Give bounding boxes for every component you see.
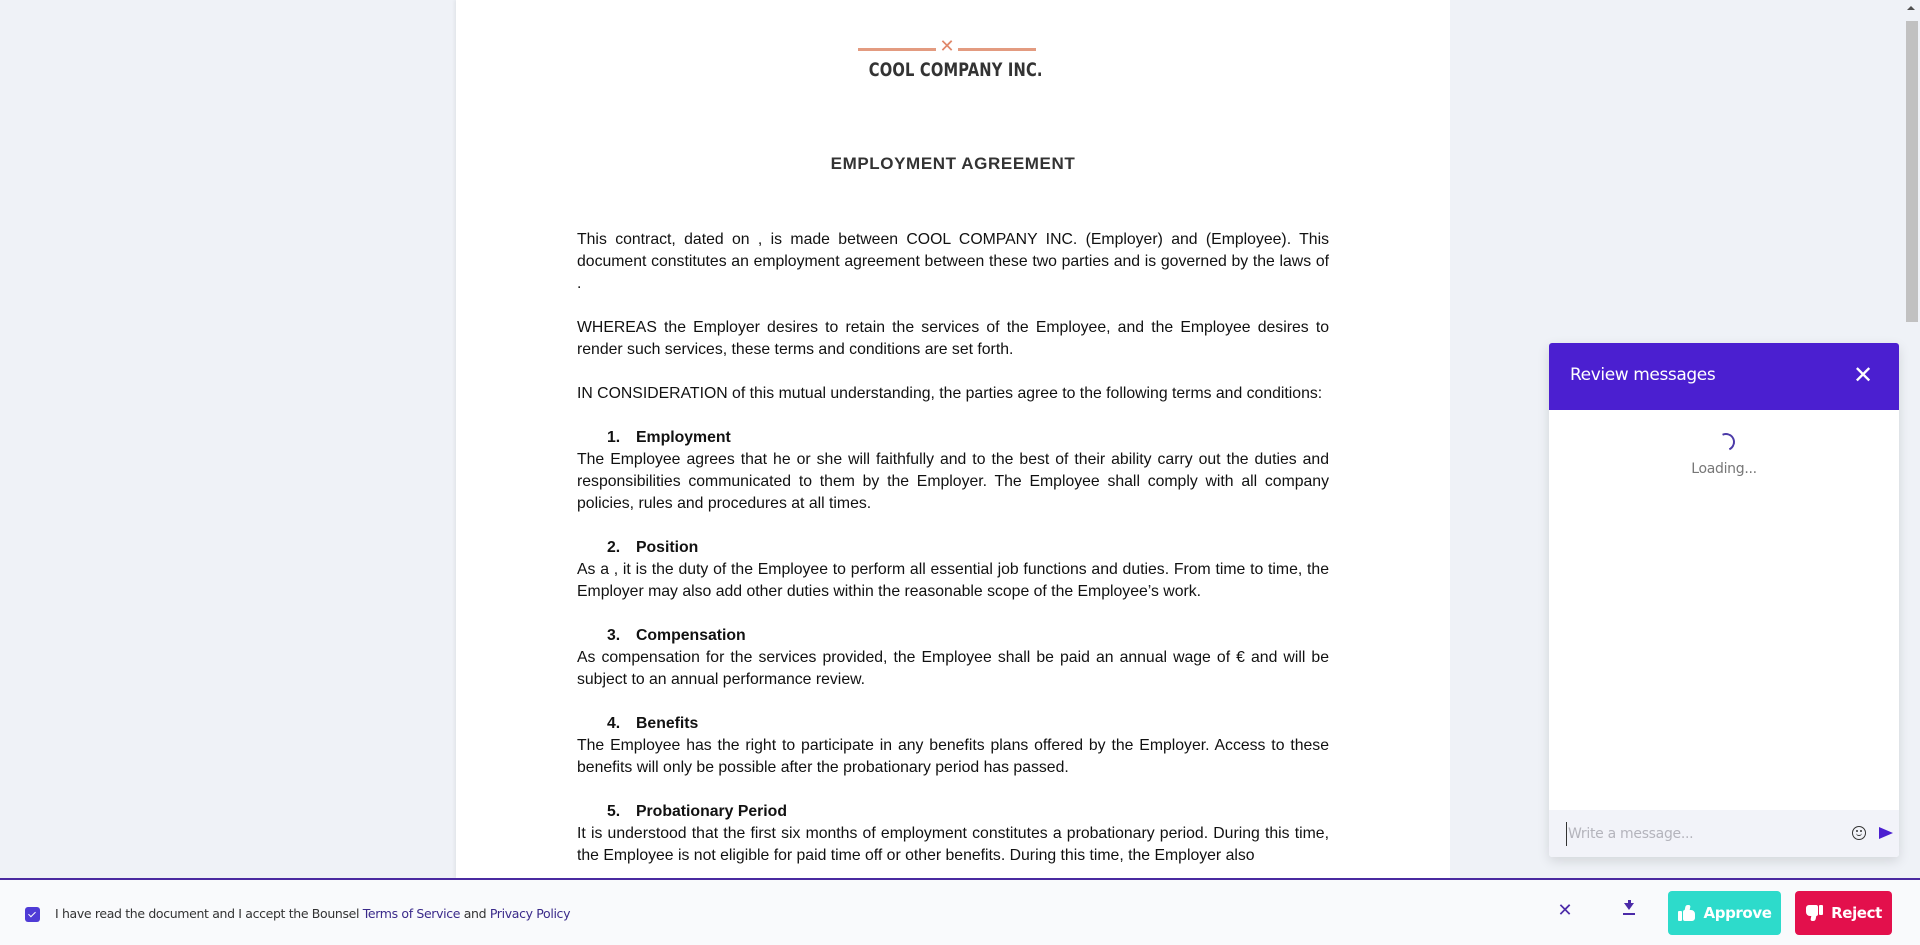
section-title: Position xyxy=(636,539,699,556)
page-scrollbar[interactable] xyxy=(1903,0,1920,878)
logo-cross-icon: ✕ xyxy=(939,36,955,57)
privacy-policy-link[interactable]: Privacy Policy xyxy=(489,906,571,921)
consent-label xyxy=(55,906,570,921)
thumbs-up-icon xyxy=(1678,905,1696,921)
section-body: It is understood that the first six months of employment constitutes a probationary period. During this time, the Employee is not eligible for paid time off or other benefits. During this time, the Employer also xyxy=(577,825,1329,864)
scrollbar-thumb[interactable] xyxy=(1906,21,1918,322)
company-logo xyxy=(856,36,1043,86)
section-body: As a , it is the duty of the Employee to perform all essential job functions and duties. From time to time, the Employer may also add other duties within the reasonable scope of the Employee’s work. xyxy=(577,561,1329,600)
send-icon[interactable] xyxy=(1879,827,1893,839)
section-heading xyxy=(577,427,1329,449)
approve-button[interactable] xyxy=(1668,891,1781,935)
message-composer xyxy=(1549,810,1899,857)
terms-of-service-link[interactable]: Terms of Service xyxy=(362,906,461,921)
section-body: As compensation for the services provided, the Employee shall be paid an annual wage of € and will be subject to an annual performance review. xyxy=(577,649,1329,688)
consent-and-text: and xyxy=(460,906,490,921)
section-heading xyxy=(577,801,1329,823)
section-number: 3. xyxy=(607,627,621,644)
intro-paragraph: This contract, dated on , is made between COOL COMPANY INC. (Employer) and (Employee). This document constitutes an employment agreement between these two parties and is governed by the laws of . xyxy=(577,231,1329,292)
loading-text: Loading... xyxy=(1691,461,1757,477)
section-body: The Employee agrees that he or she will faithfully and to the best of their ability carry out the duties and responsibilities communicated to them by the Employer. The Employee shall comply with all company policies, rules and procedures at all times. xyxy=(577,451,1329,512)
panel-title: Review messages xyxy=(1570,365,1716,385)
section-number: 2. xyxy=(607,539,621,556)
section-title: Probationary Period xyxy=(636,803,787,820)
close-icon[interactable]: ✕ xyxy=(1557,900,1573,921)
review-action-bar xyxy=(0,878,1920,945)
document-page xyxy=(456,0,1450,878)
logo-line-right xyxy=(958,48,1036,51)
close-icon[interactable]: ✕ xyxy=(1853,361,1874,389)
section-title: Benefits xyxy=(636,715,699,732)
section-heading xyxy=(577,625,1329,647)
emoji-icon[interactable] xyxy=(1852,826,1866,840)
approve-label: Approve xyxy=(1703,904,1772,922)
reject-button[interactable] xyxy=(1795,891,1892,935)
download-arrow-head xyxy=(1624,903,1634,910)
reject-label: Reject xyxy=(1831,904,1882,922)
loading-spinner-icon xyxy=(1714,430,1737,453)
logo-line-left xyxy=(858,48,936,51)
section-heading xyxy=(577,713,1329,735)
logo-text: COOL COMPANY INC. xyxy=(868,59,1043,81)
whereas-paragraph: WHEREAS the Employer desires to retain the services of the Employee, and the Employee desires to render such services, these terms and conditions are set forth. xyxy=(577,319,1329,358)
download-base-line xyxy=(1623,913,1635,915)
document-title: EMPLOYMENT AGREEMENT xyxy=(830,154,1076,173)
section-number: 4. xyxy=(607,715,621,732)
section-heading xyxy=(577,537,1329,559)
thumbs-down-icon xyxy=(1805,905,1823,921)
scroll-up-arrow-icon[interactable] xyxy=(1907,6,1915,10)
download-icon[interactable] xyxy=(1622,901,1636,921)
panel-header xyxy=(1549,343,1899,410)
section-title: Compensation xyxy=(636,627,746,644)
section-body: The Employee has the right to participate in any benefits plans offered by the Employer. Access to these benefits will only be possible after the probationary period has passed. xyxy=(577,737,1329,776)
consent-checkbox[interactable] xyxy=(25,907,40,922)
section-number: 1. xyxy=(607,429,621,446)
consent-text: I have read the document and I accept the Bounsel xyxy=(55,906,363,921)
document-body xyxy=(577,229,1329,889)
section-title: Employment xyxy=(636,429,731,446)
review-messages-panel xyxy=(1549,343,1899,857)
section-number: 5. xyxy=(607,803,621,820)
consideration-paragraph: IN CONSIDERATION of this mutual understanding, the parties agree to the following terms and conditions: xyxy=(577,385,1323,402)
message-input[interactable] xyxy=(1566,822,1840,846)
